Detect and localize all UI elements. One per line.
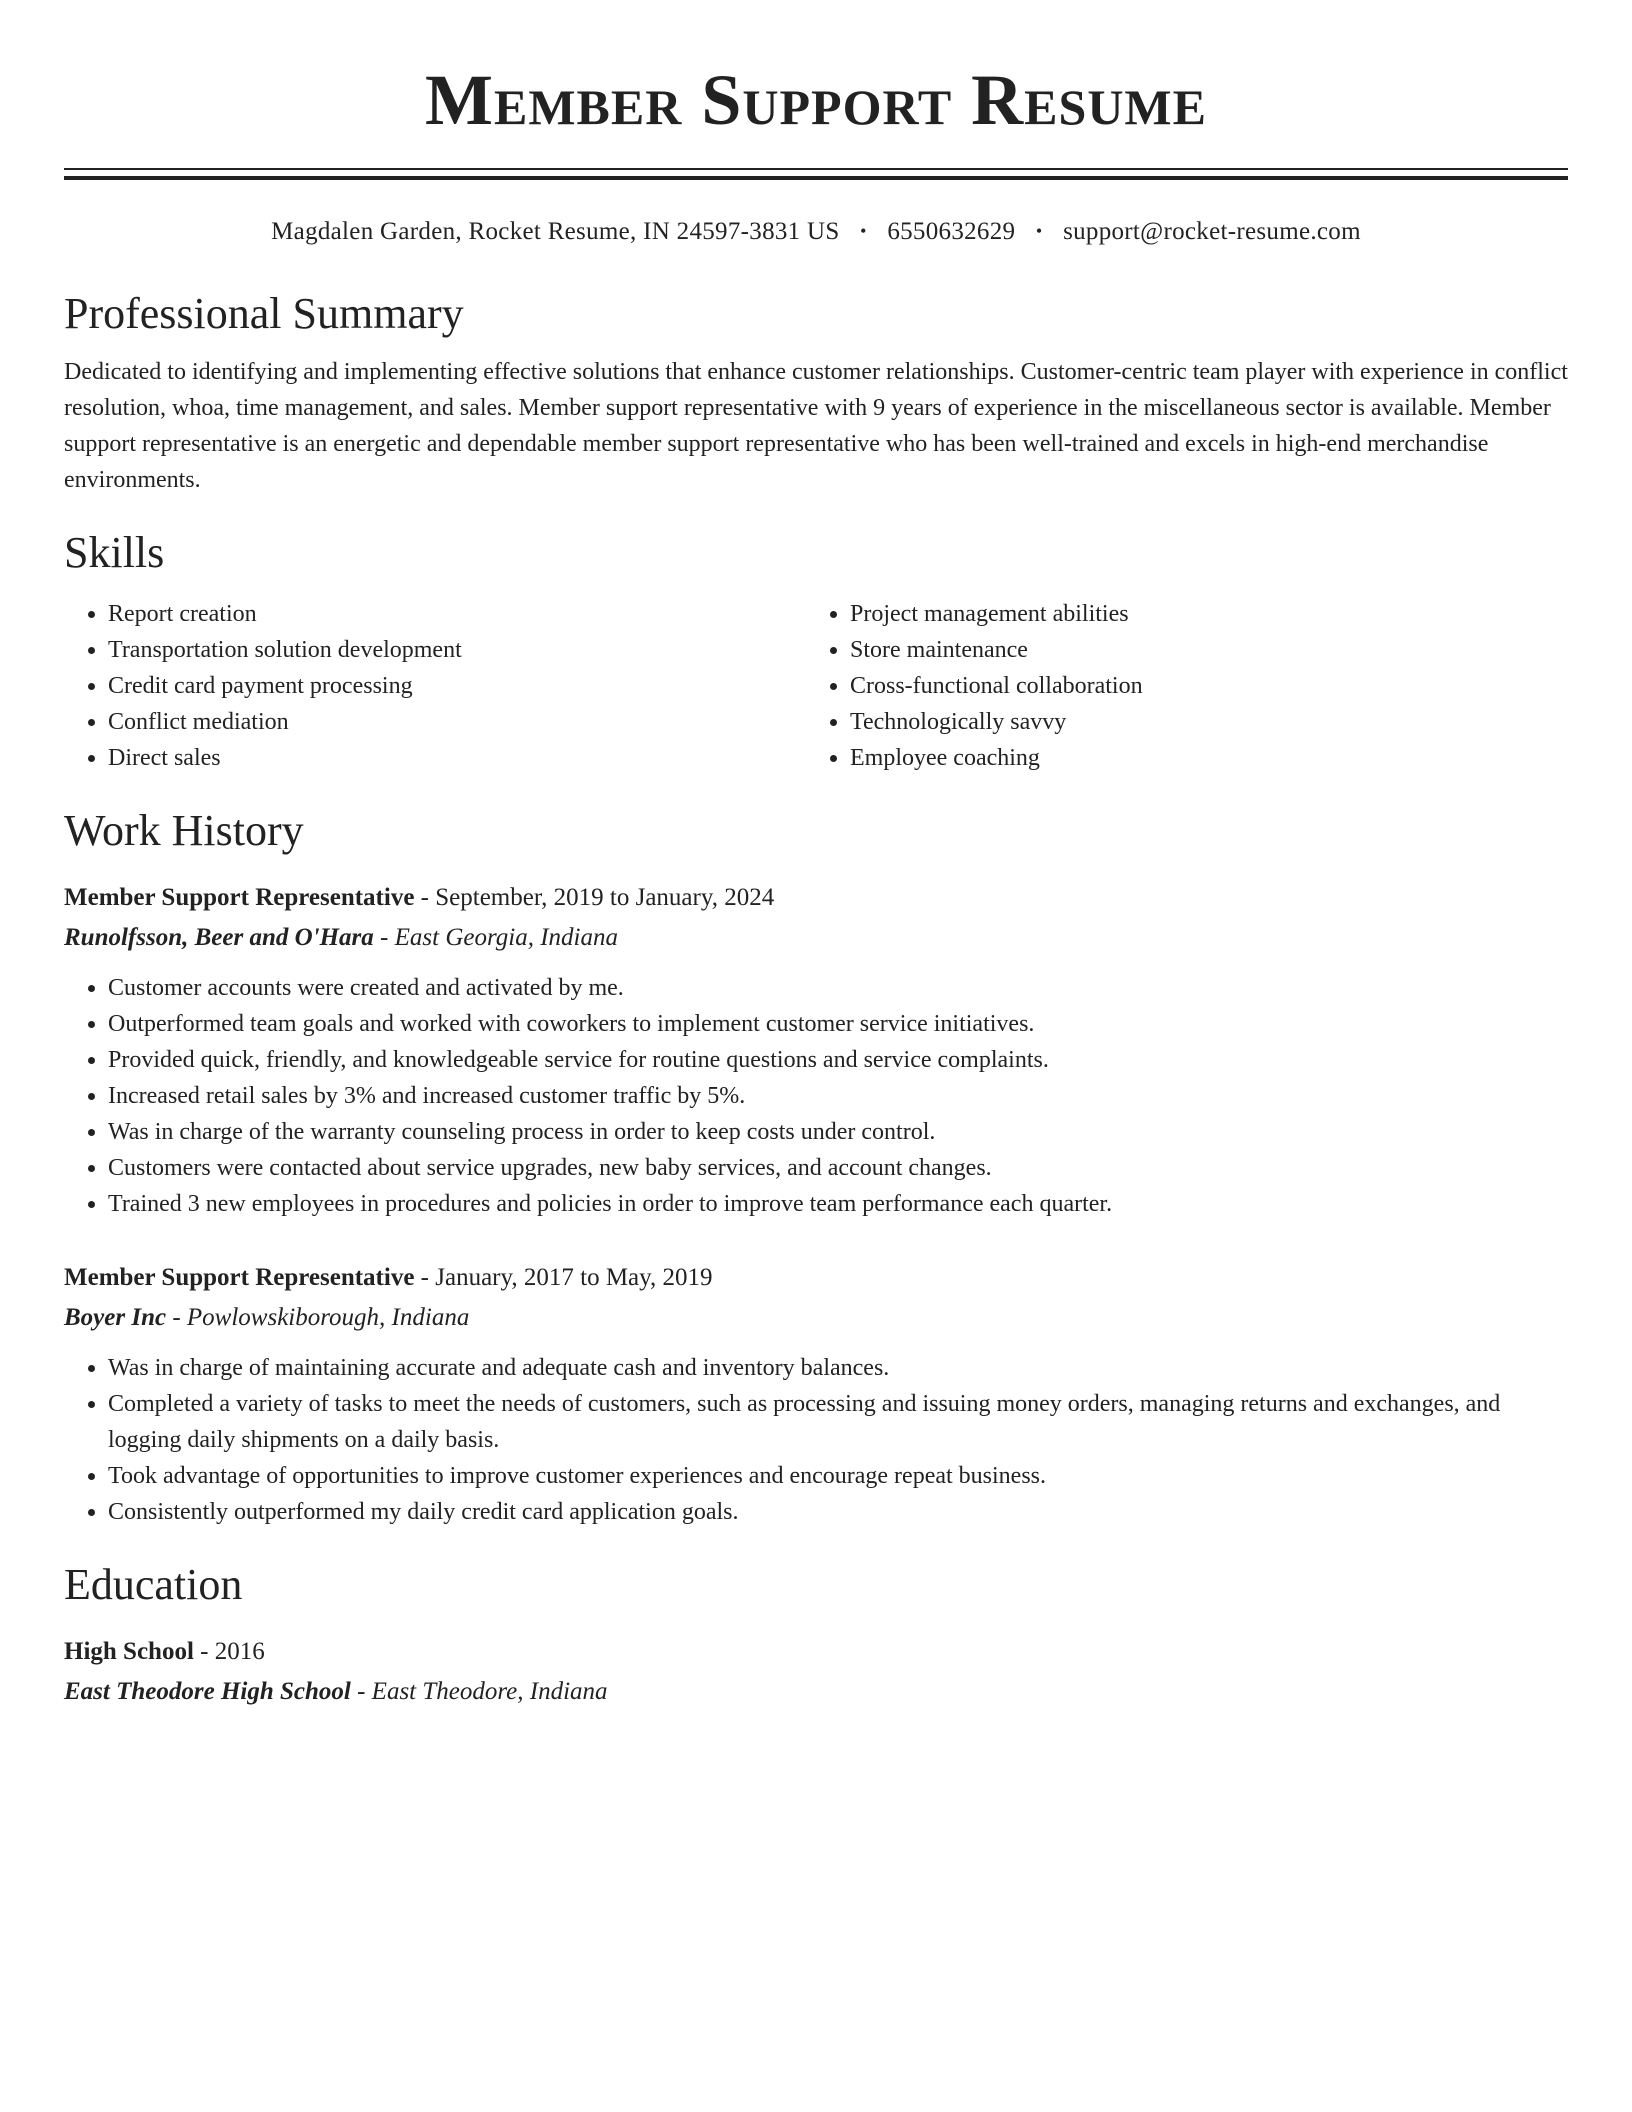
job-bullet: • Customers were contacted about service upgrades, new baby services, and account changes. — [108, 1150, 1568, 1186]
title-divider-thin — [64, 168, 1568, 170]
education-location: - East Theodore, Indiana — [350, 1678, 608, 1705]
job-bullet: • Completed a variety of tasks to meet the needs of customers, such as processing and issuing money orders, managing returns and exchanges, and logging daily shipments on a daily basis. — [108, 1386, 1568, 1458]
contact-email: support@rocket-resume.com — [1063, 218, 1361, 245]
job-company: Boyer Inc — [64, 1304, 167, 1331]
skill-item: • Credit card payment processing — [108, 668, 806, 704]
job-title-line — [64, 878, 1568, 918]
contact-separator: • — [1035, 221, 1043, 241]
skills-left-column — [64, 596, 806, 776]
skills-grid — [64, 596, 1568, 776]
skill-item: • Project management abilities — [850, 596, 1548, 632]
contact-line — [64, 214, 1568, 249]
work-history-heading: Work History — [64, 806, 304, 855]
job-company-line — [64, 1298, 1568, 1338]
job-company-line — [64, 918, 1568, 958]
job-bullet: • Increased retail sales by 3% and increased customer traffic by 5%. — [108, 1078, 1568, 1114]
education-school: East Theodore High School — [64, 1678, 351, 1705]
education-degree-line — [64, 1632, 1568, 1672]
job-title-line — [64, 1258, 1568, 1298]
contact-address: Magdalen Garden, Rocket Resume, IN 24597-3831 US — [271, 218, 840, 245]
job-entry — [64, 1258, 1568, 1530]
contact-phone: 6550632629 — [887, 218, 1016, 245]
job-bullet: • Trained 3 new employees in procedures and policies in order to improve team performance each quarter. — [108, 1186, 1568, 1222]
job-location: - Powlowskiborough, Indiana — [166, 1304, 470, 1331]
education-school-line — [64, 1672, 1568, 1712]
job-bullet: • Took advantage of opportunities to improve customer experiences and encourage repeat business. — [108, 1458, 1568, 1494]
title-divider-thick — [64, 176, 1568, 180]
job-bullet: • Was in charge of maintaining accurate and adequate cash and inventory balances. — [108, 1350, 1568, 1386]
education-heading: Education — [64, 1560, 243, 1609]
job-bullet: • Outperformed team goals and worked with coworkers to implement customer service initiatives. — [108, 1006, 1568, 1042]
summary-heading: Professional Summary — [64, 289, 464, 338]
job-bullet: • Consistently outperformed my daily credit card application goals. — [108, 1494, 1568, 1530]
job-bullets — [64, 1350, 1568, 1530]
education-degree: High School — [64, 1638, 194, 1665]
job-dates: - September, 2019 to January, 2024 — [414, 884, 775, 911]
job-bullets — [64, 970, 1568, 1222]
job-company: Runolfsson, Beer and O'Hara — [64, 924, 374, 951]
job-entry — [64, 878, 1568, 1222]
skill-item: • Employee coaching — [850, 740, 1548, 776]
job-role: Member Support Representative — [64, 1264, 415, 1291]
job-role: Member Support Representative — [64, 884, 415, 911]
job-dates: - January, 2017 to May, 2019 — [414, 1264, 713, 1291]
skills-heading: Skills — [64, 528, 165, 577]
skill-item: • Conflict mediation — [108, 704, 806, 740]
resume-title: Member Support Resume — [425, 60, 1207, 140]
job-location: - East Georgia, Indiana — [373, 924, 618, 951]
skill-item: • Technologically savvy — [850, 704, 1548, 740]
job-bullet: • Provided quick, friendly, and knowledgeable service for routine questions and service complaints. — [108, 1042, 1568, 1078]
skill-item: • Report creation — [108, 596, 806, 632]
job-bullet: • Customer accounts were created and activated by me. — [108, 970, 1568, 1006]
skill-item: • Store maintenance — [850, 632, 1548, 668]
skill-item: • Cross-functional collaboration — [850, 668, 1548, 704]
skill-item: • Transportation solution development — [108, 632, 806, 668]
job-bullet: • Was in charge of the warranty counseling process in order to keep costs under control. — [108, 1114, 1568, 1150]
skills-right-column — [806, 596, 1548, 776]
summary-text: Dedicated to identifying and implementing effective solutions that enhance customer relationships. Customer-centric team player with experience in conflict resolution, whoa, time management, and sales. Member support representative with 9 years of experience in the miscellaneous sector is available. Member support representative is an energetic and dependable member support representative who has been well-trained and excels in high-end merchandise environments. — [64, 359, 1568, 493]
contact-separator: • — [860, 221, 867, 241]
education-year: - 2016 — [193, 1638, 265, 1665]
skill-item: • Direct sales — [108, 740, 806, 776]
